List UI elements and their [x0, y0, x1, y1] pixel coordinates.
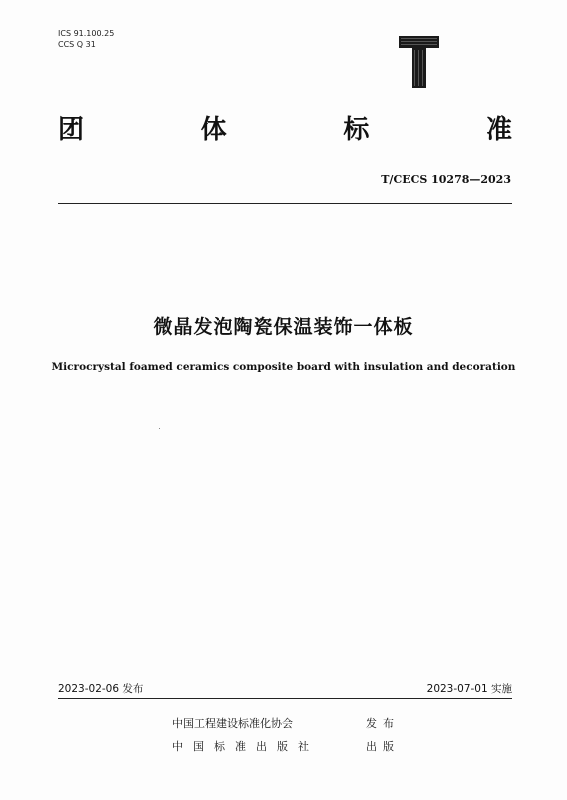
- issuer-name: 中国标准出版社: [172, 740, 319, 753]
- title-chinese: 微晶发泡陶瓷保温装饰一体板: [153, 316, 414, 338]
- scan-speck: [159, 428, 160, 429]
- classification-codes: [58, 28, 114, 50]
- standard-category-char: 准: [485, 115, 512, 145]
- issuer-name: 中国工程建设标准化协会: [172, 717, 293, 730]
- issuers: [172, 712, 400, 758]
- issuer-row: [172, 712, 400, 735]
- issuer-row: [172, 735, 400, 758]
- title-english: Microcrystal foamed ceramics composite board with insulation and decoration: [51, 361, 516, 373]
- release-date: 2023-02-06 发布: [58, 683, 144, 695]
- standard-category-char: 体: [200, 115, 227, 145]
- issuer-role: 发布: [366, 717, 400, 730]
- implementation-date: 2023-07-01 实施: [426, 683, 512, 695]
- standard-category-char: 团: [58, 115, 85, 145]
- standard-category-char: 标: [343, 115, 370, 145]
- standard-type-t-icon: [399, 36, 439, 88]
- ics-code: ICS 91.100.25: [58, 29, 115, 38]
- standard-number: T/CECS 10278—2023: [381, 173, 511, 186]
- top-divider: [58, 203, 512, 204]
- dates-row: [58, 681, 512, 696]
- issuer-role: 出版: [366, 740, 400, 753]
- standard-category: [58, 114, 512, 146]
- ccs-code: CCS Q 31: [58, 40, 96, 49]
- bottom-divider: [58, 698, 512, 699]
